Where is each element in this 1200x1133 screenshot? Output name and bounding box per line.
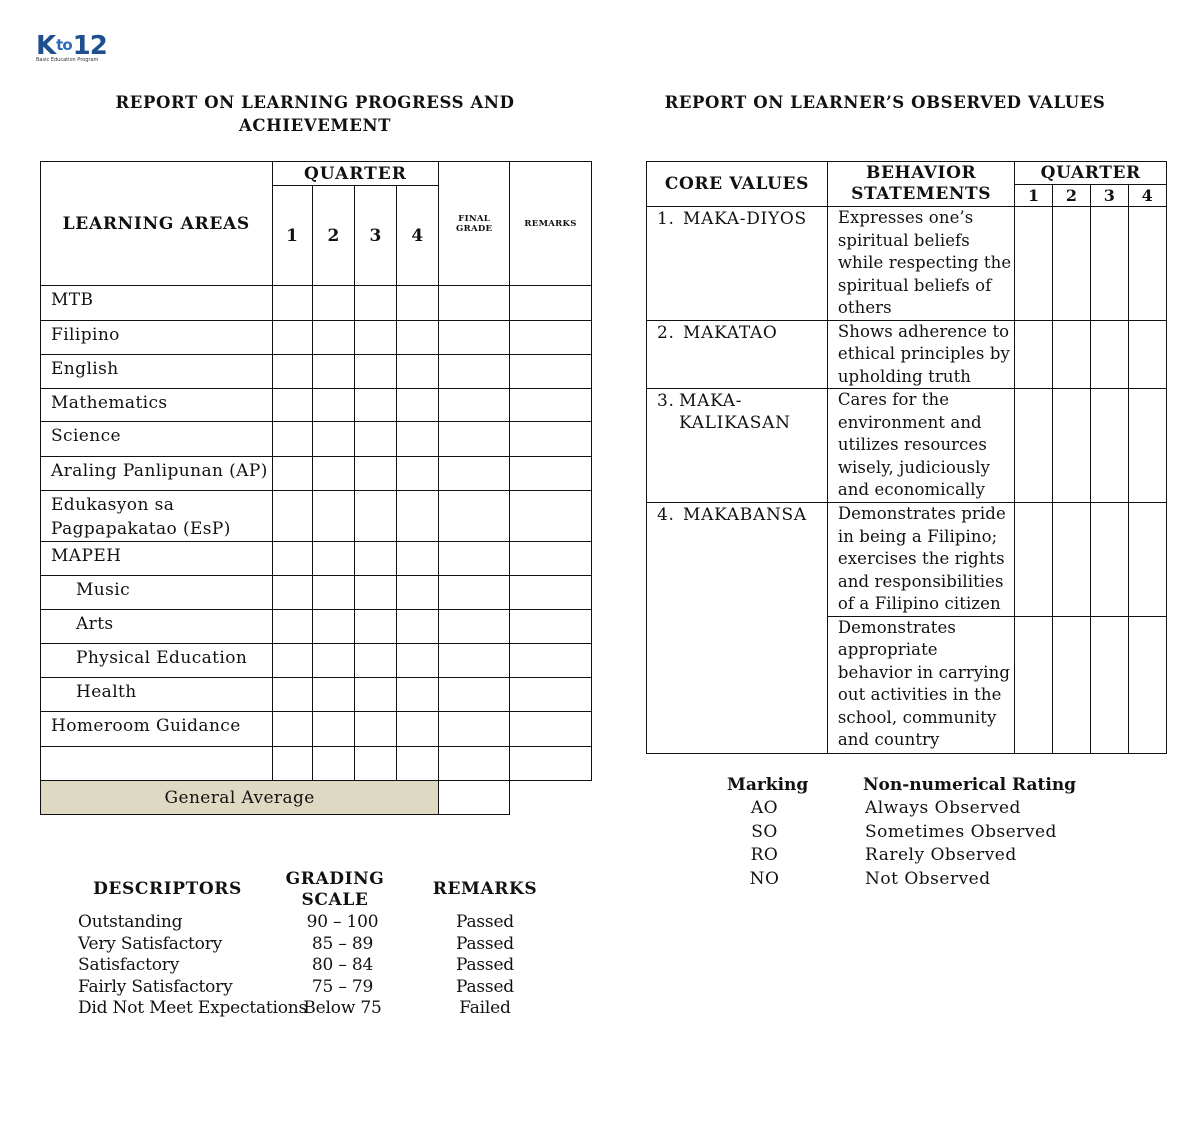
learning-progress-title: REPORT ON LEARNING PROGRESS AND ACHIEVEMENT	[115, 93, 515, 135]
final-grade-cell[interactable]	[439, 542, 510, 576]
remarks-cell[interactable]	[510, 644, 592, 678]
quarter-header: QUARTER	[272, 162, 439, 186]
quarter-grade-cell[interactable]	[397, 747, 439, 781]
grade-remark: Passed	[455, 955, 514, 975]
learning-area-row	[41, 610, 592, 644]
learning-areas-body	[41, 286, 592, 815]
quarter-2-header: 2	[313, 186, 355, 286]
quarter-grade-cell[interactable]	[272, 610, 313, 644]
observed-values-table	[646, 161, 1167, 754]
marking-rating: Sometimes Observed	[865, 821, 1057, 842]
learning-area-label: Health	[41, 678, 273, 712]
value-rating-cell[interactable]	[1015, 616, 1053, 753]
quarter-grade-cell[interactable]	[313, 747, 355, 781]
value-rating-cell[interactable]	[1053, 389, 1091, 503]
learning-area-row	[41, 712, 592, 747]
quarter-grade-cell[interactable]	[355, 678, 397, 712]
marking-rating: Not Observed	[865, 868, 991, 889]
grade-range: 85 – 89	[311, 933, 374, 954]
value-rating-cell[interactable]	[1091, 503, 1129, 617]
learning-area-row	[41, 542, 592, 576]
grading-row	[70, 934, 550, 955]
core-value-number: 3.	[657, 391, 675, 411]
quarter-grade-cell[interactable]	[313, 286, 355, 321]
behavior-statement: Demonstrates pride in being a Filipino; exercises the rights and responsibilities of a Filipino citizen	[827, 503, 1015, 617]
value-rating-cell[interactable]	[1129, 389, 1167, 503]
learning-area-row	[41, 355, 592, 389]
quarter-grade-cell[interactable]	[397, 491, 439, 542]
core-value-label: MAKATAO	[683, 322, 778, 343]
marking-row	[700, 868, 1100, 891]
behavior-statement: Expresses one’s spiritual beliefs while respecting the spiritual beliefs of others	[827, 207, 1015, 321]
quarter-grade-cell[interactable]	[272, 457, 313, 491]
quarter-grade-cell[interactable]	[272, 321, 313, 355]
grade-remark: Passed	[455, 976, 514, 997]
descriptor: Fairly Satisfactory	[78, 976, 233, 997]
quarter-grade-cell[interactable]	[355, 389, 397, 422]
remarks-cell[interactable]	[510, 355, 592, 389]
value-rating-cell[interactable]	[1053, 207, 1091, 321]
quarter-grade-cell[interactable]	[355, 355, 397, 389]
learning-area-label: Filipino	[41, 321, 273, 355]
remarks-cell[interactable]	[510, 678, 592, 712]
value-rating-cell[interactable]	[1091, 207, 1129, 321]
final-grade-cell[interactable]	[439, 576, 510, 610]
core-value-cell	[647, 320, 828, 389]
quarter-grade-cell[interactable]	[313, 644, 355, 678]
remarks-cell[interactable]	[510, 457, 592, 491]
learning-area-label: Arts	[41, 610, 273, 644]
marking-rating: Always Observed	[865, 798, 1021, 818]
final-grade-cell[interactable]	[439, 610, 510, 644]
core-value-label: MAKA-KALIKASAN	[678, 391, 791, 433]
values-quarter-4-header: 4	[1129, 185, 1167, 207]
marking-rating: Rarely Observed	[865, 845, 1017, 865]
learning-area-row	[41, 491, 592, 542]
quarter-grade-cell[interactable]	[272, 491, 313, 542]
grade-remark: Failed	[459, 998, 511, 1018]
learning-area-row	[41, 576, 592, 610]
value-rating-cell[interactable]	[1053, 616, 1091, 753]
final-grade-cell[interactable]	[439, 422, 510, 457]
marking-code: NO	[749, 868, 780, 889]
quarter-grade-cell[interactable]	[397, 576, 439, 610]
remarks-cell[interactable]	[510, 422, 592, 457]
learning-area-row	[41, 457, 592, 491]
quarter-grade-cell[interactable]	[272, 576, 313, 610]
learning-area-label: MTB	[41, 286, 273, 321]
value-rating-cell[interactable]	[1129, 616, 1167, 753]
grade-range: Below 75	[303, 998, 382, 1018]
learning-area-row	[41, 422, 592, 457]
remarks-cell[interactable]	[510, 389, 592, 422]
value-rating-cell[interactable]	[1015, 503, 1053, 617]
descriptor: Did Not Meet Expectations	[78, 998, 308, 1018]
quarter-grade-cell[interactable]	[355, 644, 397, 678]
grading-scale-header: GRADING SCALE	[285, 869, 385, 910]
quarter-grade-cell[interactable]	[397, 355, 439, 389]
quarter-grade-cell[interactable]	[397, 644, 439, 678]
learning-areas-header: LEARNING AREAS	[41, 162, 273, 286]
quarter-grade-cell[interactable]	[355, 576, 397, 610]
quarter-grade-cell[interactable]	[355, 422, 397, 457]
quarter-grade-cell[interactable]	[397, 610, 439, 644]
core-value-cell	[647, 207, 828, 321]
observed-values-title: REPORT ON LEARNER’S OBSERVED VALUES	[664, 93, 1106, 112]
learning-area-row	[41, 389, 592, 422]
final-grade-cell[interactable]	[439, 491, 510, 542]
final-grade-cell[interactable]	[439, 389, 510, 422]
remarks-cell[interactable]	[510, 286, 592, 321]
logo-k: K	[36, 31, 56, 61]
grading-row	[70, 912, 550, 933]
learning-area-label: Araling Panlipunan (AP)	[41, 457, 273, 491]
quarter-grade-cell[interactable]	[313, 576, 355, 610]
value-rating-cell[interactable]	[1091, 616, 1129, 753]
final-grade-header: FINAL GRADE	[439, 162, 510, 286]
quarter-grade-cell[interactable]	[355, 457, 397, 491]
values-quarter-1-header: 1	[1015, 185, 1053, 207]
core-value-row	[647, 207, 1167, 321]
quarter-grade-cell[interactable]	[355, 286, 397, 321]
core-value-number: 1.	[657, 209, 675, 229]
values-quarter-3-header: 3	[1091, 185, 1129, 207]
value-rating-cell[interactable]	[1129, 320, 1167, 389]
quarter-grade-cell[interactable]	[355, 747, 397, 781]
remarks-cell[interactable]	[510, 712, 592, 747]
value-rating-cell[interactable]	[1015, 389, 1053, 503]
quarter-grade-cell[interactable]	[397, 286, 439, 321]
remarks-cell[interactable]	[510, 542, 592, 576]
learning-area-row	[41, 747, 592, 781]
quarter-grade-cell[interactable]	[397, 678, 439, 712]
value-rating-cell[interactable]	[1053, 320, 1091, 389]
general-average-label: General Average	[41, 781, 439, 815]
core-value-row	[647, 503, 1167, 617]
kto12-logo	[36, 30, 126, 66]
quarter-grade-cell[interactable]	[313, 712, 355, 747]
remarks-cell[interactable]	[510, 576, 592, 610]
quarter-grade-cell[interactable]	[313, 321, 355, 355]
quarter-grade-cell[interactable]	[313, 355, 355, 389]
quarter-grade-cell[interactable]	[313, 422, 355, 457]
learning-area-label: Homeroom Guidance	[41, 712, 273, 747]
empty-cell	[510, 781, 592, 815]
learning-area-row	[41, 678, 592, 712]
quarter-grade-cell[interactable]	[397, 457, 439, 491]
core-value-row	[647, 320, 1167, 389]
learning-area-label: Music	[41, 576, 273, 610]
core-value-number: 4.	[657, 505, 675, 525]
quarter-4-header: 4	[397, 186, 439, 286]
marking-row	[700, 797, 1100, 820]
quarter-grade-cell[interactable]	[313, 491, 355, 542]
behavior-statement: Cares for the environment and utilizes resources wisely, judiciously and economically	[827, 389, 1015, 503]
behavior-statement: Demonstrates appropriate behavior in carrying out activities in the school, community and country	[827, 616, 1015, 753]
quarter-grade-cell[interactable]	[397, 712, 439, 747]
final-grade-cell[interactable]	[439, 678, 510, 712]
value-rating-cell[interactable]	[1015, 207, 1053, 321]
remarks-cell[interactable]	[510, 747, 592, 781]
quarter-grade-cell[interactable]	[397, 389, 439, 422]
values-quarter-header: QUARTER	[1015, 162, 1167, 185]
marking-code: RO	[750, 845, 779, 865]
learning-area-row	[41, 321, 592, 355]
grading-row	[70, 977, 550, 998]
learning-area-row	[41, 644, 592, 678]
learning-area-label: Physical Education	[41, 644, 273, 678]
marking-code: SO	[751, 821, 778, 842]
final-grade-cell[interactable]	[439, 712, 510, 747]
final-grade-cell[interactable]	[439, 644, 510, 678]
remarks-cell[interactable]	[510, 491, 592, 542]
logo-12: 12	[72, 31, 107, 61]
values-quarter-2-header: 2	[1053, 185, 1091, 207]
grade-remark: Passed	[455, 933, 514, 954]
core-value-cell	[647, 389, 828, 503]
behavior-statements-header: BEHAVIOR STATEMENTS	[827, 162, 1015, 207]
quarter-grade-cell[interactable]	[313, 610, 355, 644]
quarter-grade-cell[interactable]	[272, 422, 313, 457]
value-rating-cell[interactable]	[1091, 389, 1129, 503]
grading-row	[70, 998, 550, 1019]
learning-area-label: Science	[41, 422, 273, 457]
remarks-cell[interactable]	[510, 610, 592, 644]
learning-area-row	[41, 286, 592, 321]
marking-header: Marking	[727, 775, 809, 795]
core-value-number: 2.	[657, 322, 675, 343]
quarter-grade-cell[interactable]	[272, 678, 313, 712]
quarter-grade-cell[interactable]	[313, 389, 355, 422]
quarter-grade-cell[interactable]	[272, 644, 313, 678]
quarter-grade-cell[interactable]	[272, 747, 313, 781]
final-grade-cell[interactable]	[439, 355, 510, 389]
quarter-grade-cell[interactable]	[355, 610, 397, 644]
final-grade-cell[interactable]	[439, 321, 510, 355]
logo-subtitle: Basic Education Program	[36, 57, 99, 63]
grading-remarks-header: REMARKS	[432, 879, 538, 899]
quarter-grade-cell[interactable]	[313, 678, 355, 712]
descriptor: Satisfactory	[78, 955, 180, 975]
grade-range: 75 – 79	[311, 976, 374, 997]
quarter-grade-cell[interactable]	[397, 422, 439, 457]
final-grade-cell[interactable]	[439, 747, 510, 781]
core-values-header: CORE VALUES	[647, 162, 828, 207]
core-value-label: MAKABANSA	[683, 505, 807, 525]
descriptors-header: DESCRIPTORS	[93, 879, 242, 899]
descriptor: Outstanding	[78, 912, 183, 932]
marking-row	[700, 844, 1100, 867]
grade-remark: Passed	[455, 912, 514, 932]
value-rating-cell[interactable]	[1053, 503, 1091, 617]
quarter-grade-cell[interactable]	[272, 355, 313, 389]
general-average-value[interactable]	[439, 781, 510, 815]
general-average-row	[41, 781, 592, 815]
quarter-grade-cell[interactable]	[313, 542, 355, 576]
learning-progress-table	[40, 161, 592, 815]
learning-area-label	[41, 747, 273, 781]
grading-row	[70, 955, 550, 976]
core-value-cell	[647, 503, 828, 754]
non-numerical-rating-header: Non-numerical Rating	[863, 775, 1077, 795]
quarter-1-header: 1	[272, 186, 313, 286]
observed-values-body	[647, 207, 1167, 754]
quarter-3-header: 3	[355, 186, 397, 286]
learning-area-label: MAPEH	[41, 542, 273, 576]
final-grade-cell[interactable]	[439, 286, 510, 321]
quarter-grade-cell[interactable]	[355, 321, 397, 355]
quarter-grade-cell[interactable]	[355, 491, 397, 542]
quarter-grade-cell[interactable]	[355, 712, 397, 747]
quarter-grade-cell[interactable]	[272, 712, 313, 747]
value-rating-cell[interactable]	[1091, 320, 1129, 389]
grade-range: 90 – 100	[306, 912, 379, 932]
remarks-cell[interactable]	[510, 321, 592, 355]
learning-area-label: Edukasyon sa Pagpapakatao (EsP)	[41, 491, 273, 542]
quarter-grade-cell[interactable]	[272, 389, 313, 422]
value-rating-cell[interactable]	[1015, 320, 1053, 389]
quarter-grade-cell[interactable]	[355, 542, 397, 576]
quarter-grade-cell[interactable]	[272, 286, 313, 321]
final-grade-cell[interactable]	[439, 457, 510, 491]
learning-area-label: Mathematics	[41, 389, 273, 422]
behavior-statement: Shows adherence to ethical principles by upholding truth	[827, 320, 1015, 389]
marking-code: AO	[750, 798, 779, 818]
quarter-grade-cell[interactable]	[397, 321, 439, 355]
quarter-grade-cell[interactable]	[313, 457, 355, 491]
value-rating-cell[interactable]	[1129, 503, 1167, 617]
value-rating-cell[interactable]	[1129, 207, 1167, 321]
logo-to: to	[56, 36, 72, 54]
quarter-grade-cell[interactable]	[272, 542, 313, 576]
core-value-row	[647, 389, 1167, 503]
remarks-header: REMARKS	[510, 162, 592, 286]
descriptor: Very Satisfactory	[78, 933, 223, 954]
learning-area-label: English	[41, 355, 273, 389]
grade-range: 80 – 84	[311, 955, 374, 975]
marking-row	[700, 821, 1100, 844]
core-value-label: MAKA-DIYOS	[683, 209, 807, 229]
quarter-grade-cell[interactable]	[397, 542, 439, 576]
